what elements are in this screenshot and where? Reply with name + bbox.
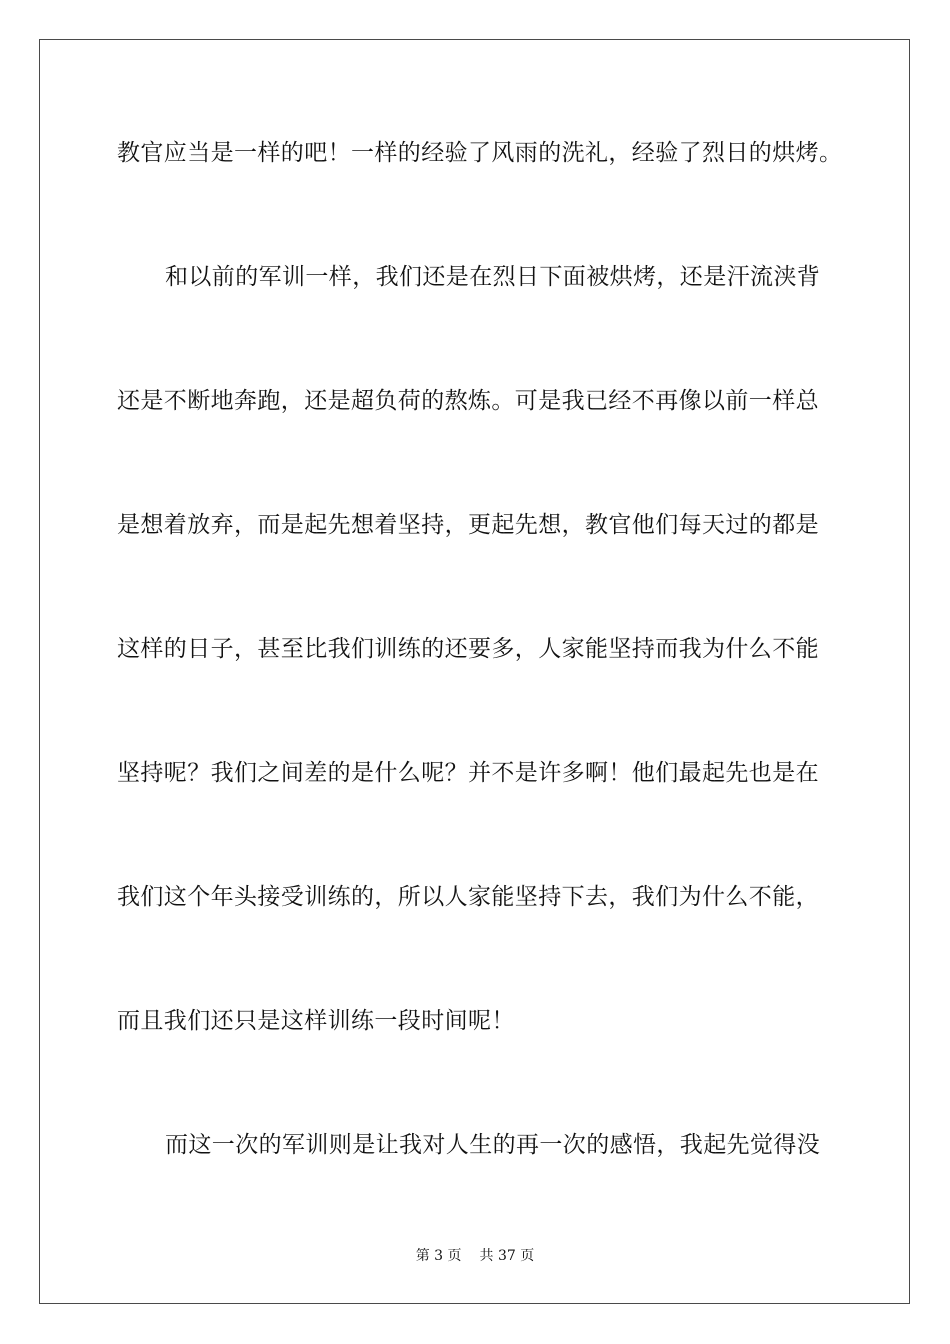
text-line: 而且我们还只是这样训练一段时间呢！ [117,1008,515,1034]
page-total: 共 37 页 [479,1248,535,1264]
page-border [39,39,910,1304]
text-line: 还是不断地奔跑，还是超负荷的熬炼。可是我已经不再像以前一样总 [117,388,819,414]
text-line: 坚持呢？我们之间差的是什么呢？并不是许多啊！他们最起先也是在 [117,760,819,786]
text-line: 我们这个年头接受训练的，所以人家能坚持下去，我们为什么不能， [117,884,819,910]
text-line: 教官应当是一样的吧！一样的经验了风雨的洗礼，经验了烈日的烘烤。 [117,140,843,166]
page-footer [0,1247,950,1265]
page-number: 第 3 页 [415,1248,462,1264]
text-line: 是想着放弃，而是起先想着坚持，更起先想，教官他们每天过的都是 [117,512,819,538]
text-line: 这样的日子，甚至比我们训练的还要多，人家能坚持而我为什么不能 [117,636,819,662]
text-line: 而这一次的军训则是让我对人生的再一次的感悟，我起先觉得没 [165,1132,821,1158]
text-line: 和以前的军训一样，我们还是在烈日下面被烘烤，还是汗流浃背 [165,264,821,290]
